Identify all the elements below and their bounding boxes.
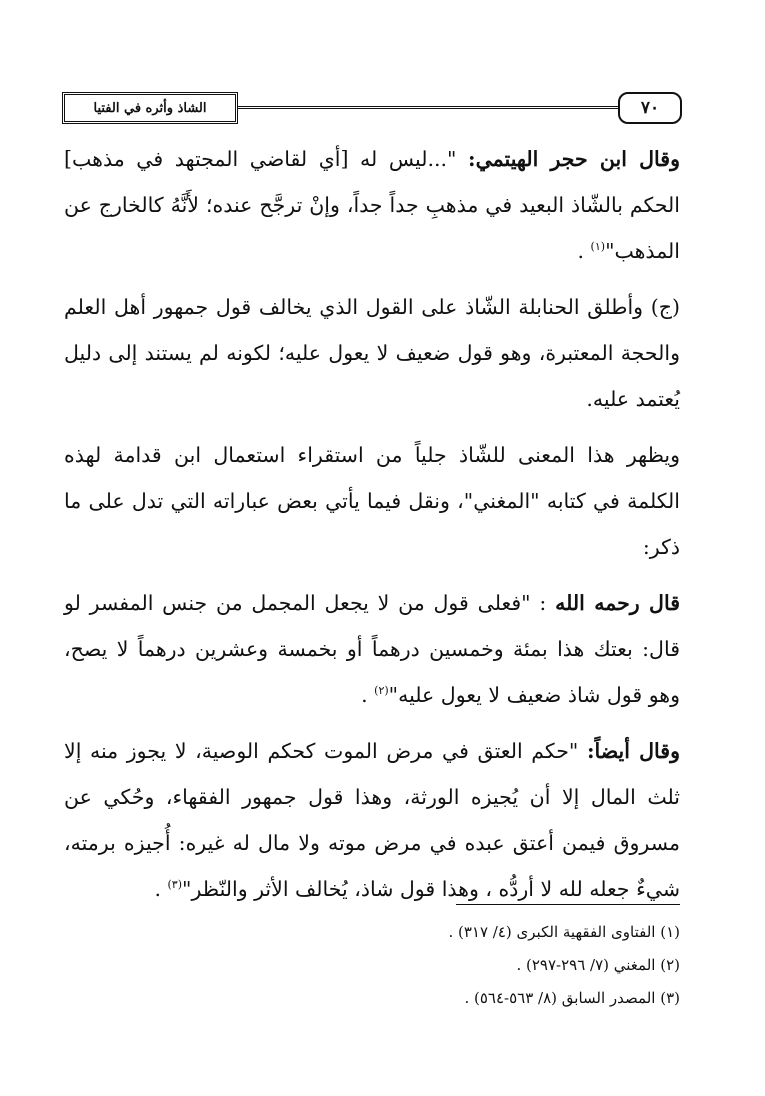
running-title-box: [62, 92, 238, 124]
quote-text: "...ليس له [أي لقاضي المجتهد في مذهب] الحكم بالشّاذ البعيد في مذهبِ جداً جداً، وإنْ ترجَّح عنده؛ لأَنَّهُ كالخارج عن المذهب": [64, 147, 680, 263]
footnote-ref-1: (١): [590, 240, 606, 254]
paragraph-4: [64, 580, 680, 718]
paragraph-end: .: [361, 683, 375, 707]
paragraph-text: (ج) وأطلق الحنابلة الشّاذ على القول الذي يخالف قول جمهور أهل العلم والحجة المعتبرة، وهو قول ضعيف لا يعول عليه؛ لكونه لم يستند إلى دليل يُعتمد عليه.: [64, 295, 680, 411]
paragraph-2: [64, 284, 680, 422]
footnote-item: (٣) المصدر السابق (٨/ ٥٦٣-٥٦٤) .: [464, 989, 680, 1007]
footnote-separator: [456, 904, 680, 905]
header-rule: [238, 106, 618, 112]
speaker-lead: وقال أيضاً:: [586, 739, 681, 763]
paragraph-end: .: [154, 877, 168, 901]
footnote-ref-2: (٢): [374, 684, 389, 698]
page-number: ٧٠: [640, 98, 660, 118]
page-header: [62, 92, 682, 128]
speaker-lead: وقال ابن حجر الهيتمي:: [468, 147, 680, 171]
running-title: الشاذ وأثره في الفتيا: [93, 100, 207, 116]
paragraph-5: [64, 728, 680, 912]
paragraph-end: .: [577, 239, 591, 263]
main-text: [64, 136, 680, 922]
quote-text: : "فعلى قول من لا يجعل المجمل من جنس المفسر لو قال: بعتك هذا بمئة وخمسين درهماً أو بخمسة وعشرين درهماً لا يصح، وهو قول شاذ ضعيف لا يعول عليه": [64, 591, 680, 707]
paragraph-text: ويظهر هذا المعنى للشّاذ جلياً من استقراء استعمال ابن قدامة لهذه الكلمة في كتابه "المغني"، ونقل فيما يأتي بعض عباراته التي تدل على ما ذكر:: [64, 443, 680, 559]
speaker-lead: قال رحمه الله: [555, 591, 680, 615]
page-number-box: [618, 92, 682, 124]
footnote-ref-3: (٣): [167, 878, 183, 892]
footnotes: [64, 916, 680, 1015]
footnote-item: (١) الفتاوى الفقهية الكبرى (٤/ ٣١٧) .: [448, 923, 680, 941]
paragraph-3: [64, 432, 680, 570]
footnote-item: (٢) المغني (٧/ ٢٩٦-٢٩٧) .: [516, 956, 680, 974]
quote-text: "حكم العتق في مرض الموت كحكم الوصية، لا يجوز منه إلا ثلث المال إلا أن يُجيزه الورثة، وهذا قول جمهور الفقهاء، وحُكي عن مسروق فيمن أعتق عبده في مرض موته ولا مال له غيره: أُجيزه برمته، شيءٌ جعله لله لا أردُّه ، وهذا قول شاذ، يُخالف الأثر والنّظر": [64, 739, 680, 901]
paragraph-1: [64, 136, 680, 274]
